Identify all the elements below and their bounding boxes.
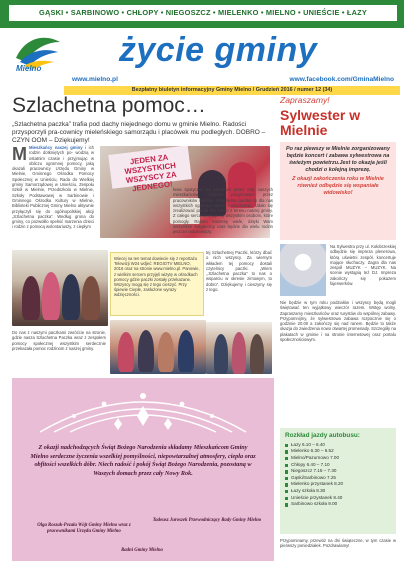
group-photo [12, 250, 108, 326]
sidebar-title: Sylwester w Mielnie [280, 107, 361, 138]
staff-photo [206, 322, 272, 374]
top-strip [0, 0, 404, 28]
photo-person [62, 274, 80, 320]
article-column-3: tej Szlachetnej Paczki, którzy dbać o nich wszyscy. Za wiernym wkładem tej pomocy dostali czytelnicy paczki. „Wiem ,,Szlachetna paczka” to nas o wsparciu w okresie zimowym, to dobro”. Dziękujemy i cieszymy się z tego. [206, 250, 272, 293]
list-item: Sarbinowo szkoła 9.00 [285, 501, 391, 508]
towns-list: GĄSKI • SARBINOWO • CHŁOPY • NIEGOSZCZ • MIELENKO • MIELNO • UNIEŚCIE • ŁAZY [8, 4, 398, 22]
signature-mayor: Olga Roszak-Pezała Wójt Gminy Mielno wraz z pracownikami Urzędu Gminy Mielno [37, 523, 131, 534]
masthead-title: życie gminy [118, 31, 318, 69]
charity-banner: JEDEN ZA WSZYSTKICH WSZYSCY ZA JEDNEGO! [108, 146, 192, 189]
bus-schedule-box [280, 428, 396, 534]
photo-caption-box: Wiecej na ten temat dowiecie się z reportażu Telewizji W24 wdjeć: REGIOTV MIELNO, 2016 oraz na stronie www.mielno.pl. Panowie, z wielkim sercem przyjęli wizytę w ośrodkach pomocy gdzie paczki zostały przekazane. Wszyscy mogą się z tego cieszyć. Przy śpiewie Ciepłe, zasłużone wyrazy wdzięczności. [110, 252, 204, 316]
christmas-wish-text: Z okazji nadchodzących Świąt Bożego Narodzenia składamy Mieszkańcom Gminy Mielno serdeczne życzenia wszelkiej pomyślności, niepowtarzalnej atmosfery, ciepła oraz obfitości wszelkich dóbr. Niech radość i pokój Świąt Bożego Narodzenia, pozostaną w Waszych domach przez cały Nowy Rok. [30, 444, 256, 477]
drop-cap: M [12, 144, 27, 164]
article-gap-text: Do nas z naszymi paczkami zwróćcie na stronie, gdzie nasza Szlachetna Paczka wraz z zespołem pomocy społecznej wszystkim serdecznie przekazała pomoc rodzinom z naszej gminy. [12, 330, 106, 351]
sidebar-column-a: Na Sylwestra przy ul. Kołobrzeskiej odbędzie się impreza plenerowa, którą uświetni zespół, koncertuje mające słuchaczy. Zagra dla nas zespół MUZYK – MUZYK. Na scenie wystąpią też DJ. Impreza zakończy się pokazem fajerwerków. [330, 244, 396, 287]
photo-person [118, 332, 134, 372]
list-item: Niegoszcz 7.15 – 7.30 [285, 468, 391, 475]
photo-person [82, 276, 100, 320]
list-item: Chłopy 6.40 – 7.10 [285, 462, 391, 469]
article-col1-text: i ich rodzin dotkniętych po- wodzią w ostatnim czasie i przyjmując w obliczu ogromnej pomocy, jaką okazali pracownicy Urzędu Gminy w Mielnie, Gminnego Ośrodka Pomocy Społecznej w Unieściu, Rada do Wielkiej gminy Samorządowej w Unieściu, Zespołu Szkół w Mielnie, Przedszkola w Mielnie, Szkoły Podstawowej w Sarbinowie i Gminnego Ośrodka Kultury w Mielnie, Biblioteki Publicznej Gminy Mielno aktywnie przyłączyli się do ogólnopolskiej akcji „Szlachetna paczka”. Według grona do gminy, co pozwoliło spełnić marzenia dzieci i rodzin z pomocą wolontariuszy, z ciepłym [12, 145, 94, 230]
mielno-badge: Mielno [16, 64, 42, 73]
christmas-greeting-panel [12, 378, 274, 561]
snowman-icon [280, 244, 326, 296]
list-item: Mielenko 6.30 – 6.52 [285, 448, 391, 455]
photo-person [22, 276, 40, 320]
list-item: Gąski/Sarbinowo 7.25 [285, 475, 391, 482]
list-item: Łazy 6.10 – 6.40 [285, 442, 391, 449]
list-item: Mielno/Pazurnowo 7.00 [285, 455, 391, 462]
masthead-urls [64, 76, 394, 86]
sylwester-info-box [280, 142, 396, 240]
signature-councillors: Radni Gminy Mielno [121, 548, 163, 553]
sylwester-info-text: Po raz piewszy w Mielnie zorganizowany będzie koncert i zabawa sylwestrowa na świeżym powietrzu.Jest to okazja jeśli chodzi o kolejną imprezę. [286, 146, 390, 173]
photo-person [214, 334, 228, 374]
photo-person [250, 334, 264, 374]
signature-council-chair: Tadeusz Juroszek Przewodniczący Rady Gminy Mielno [152, 518, 262, 523]
masthead [0, 28, 404, 93]
sidebar-bottom-note: Przypominamy, przewóz na dni świąteczne, w tym czasie w pierwszy poniedziałek. Pozdrawiamy! [280, 538, 396, 549]
list-item: Mielenko przystanek 8.20 [285, 481, 391, 488]
photo-person [42, 272, 60, 320]
photo-person [232, 332, 246, 374]
issue-info-bar: Bezpłatny biuletyn informacyjny Gminy Mielno / Grudzień 2016 / numer 12 (34) [64, 86, 400, 95]
photo-person [178, 330, 194, 372]
lace-ornament-icon [34, 382, 252, 440]
photo-person [158, 332, 174, 372]
article-column-1 [12, 145, 94, 230]
bus-schedule-heading: Rozkład jazdy autobusu: [285, 432, 360, 439]
bus-schedule-list [285, 442, 391, 508]
list-item: Łazy szkoła 8.30 [285, 488, 391, 495]
sylwester-highlight-text: Z okazji zakończenia roku w Mielnie również odbędzie się wspaniałe widowisko! [292, 176, 384, 196]
list-item: Unieście przystanek 8.40 [285, 495, 391, 502]
article-opener: Mieszkańcy naszej gminy [29, 145, 83, 150]
sidebar-column-b: Nie będzie w tym roku podziałów i wszyscy będą mogli świętować ten wyjątkowy wieczór razem. Wstęp wolny. Zapraszamy mieszkańców oraz turystów do wspólnej zabawy. Przypomnijmy, że sylwestrowa zabawa rozpocznie się o godzinie 20.00 a zakończy się nad ranem. Będzie to także okazja do zwiedzenia nowo otwartej promenady. Szczegóły na plakatach w gminie i na stronie internetowej oraz portalu społecznościowym. [280, 300, 396, 343]
article-lead: „Szlachetna paczka” trafia pod dachy niejednego domu w gminie Mielno. Radości przysporzyli pra-cownicy mieleńskiego samorządu i placówek mu podległych. DOBRO – CZYN OOM – Dziękujemy! [12, 121, 266, 145]
website-link[interactable]: www.mielno.pl [72, 76, 118, 83]
facebook-link[interactable]: www.facebook.com/GminaMielno [289, 76, 394, 83]
photo-person [138, 330, 154, 372]
article-headline: Szlachetna pomoc… [12, 94, 206, 117]
volunteers-photo [110, 320, 206, 374]
sidebar-kicker: Zapraszamy! [280, 95, 330, 105]
article-column-2: łowa spotyczni nią paczkach przez cały naszych mieszkańców. Głęboko przyjmowani przez pracowników rodzinę. Szlachetna paczka to dla nas wszystkich ogromna radość i wzruszenie. Udało się zrealizować paczki dla rodzin z terenu naszej gminy. Z całego serca Dziękujemy wszystkim osobom, które pomogły. Razem możemy wiele, dzięki Wam wszystkim świąteczny czas będzie dla wielu rodzin jeszcze radośniejszy. [173, 187, 273, 235]
